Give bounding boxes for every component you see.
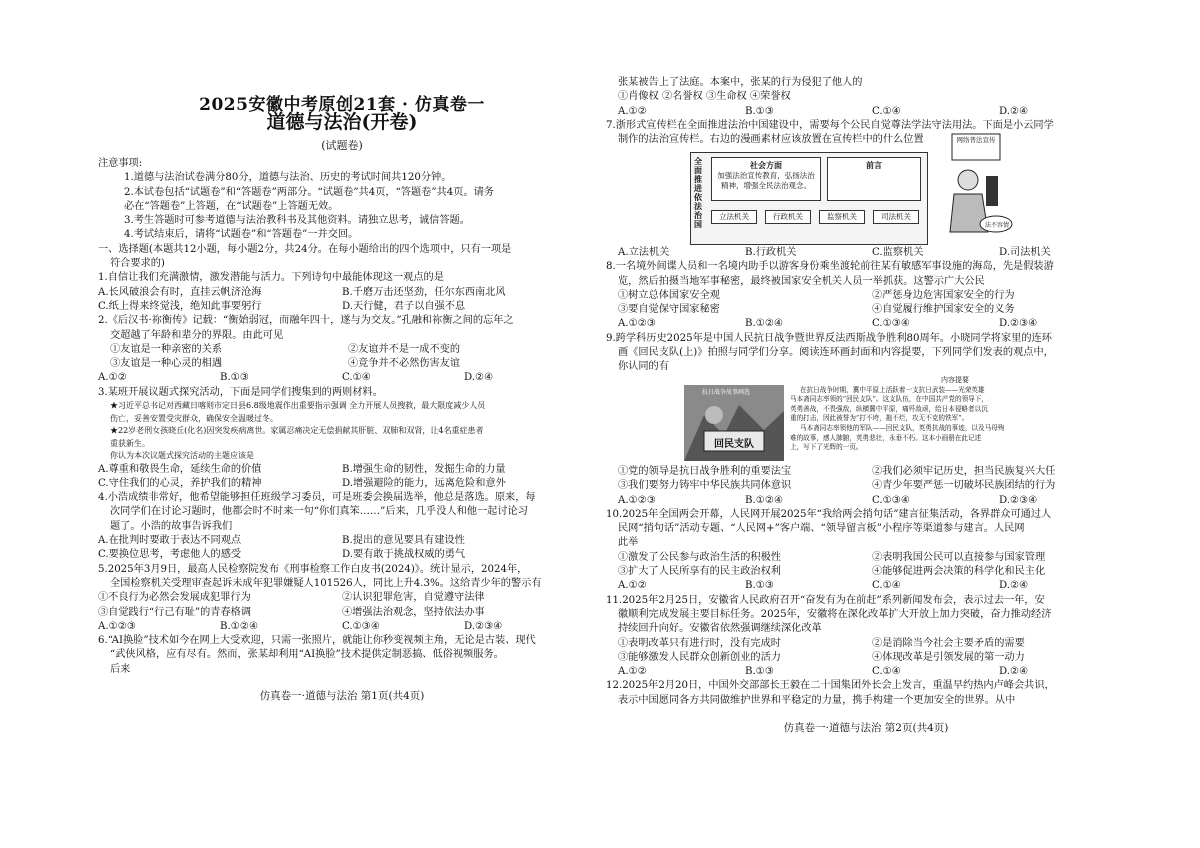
option: C.①④ [872, 666, 901, 678]
option: C.①④ [872, 105, 901, 117]
option: D.司法机关 [999, 247, 1051, 258]
option: B.①③ [745, 580, 774, 592]
left-body [98, 157, 586, 677]
option: B.提出的意见要具有建设性 [342, 535, 465, 547]
paper-type: (试题卷) [321, 139, 363, 152]
notice-item: 2.本试卷包括“试题卷”和“答题卷”两部分。“试题卷”共4页，“答题卷”共4页。请务 [124, 186, 494, 198]
q3-options [98, 477, 586, 491]
box-judicial: 司法机关 [873, 210, 919, 224]
question-6-cont: 张某被告上了法庭。本案中，张某的行为侵犯了他人的 [618, 77, 863, 88]
option: A.①② [98, 372, 127, 384]
q9-items [606, 479, 1126, 493]
item: ①不良行为必然会发展成犯罪行为 [98, 592, 251, 604]
question-9: 9.跨学科历史2025年是中国人民抗日战争暨世界反法西斯战争胜利80周年。小晓同学将家里的连环 [606, 332, 1052, 344]
q8-items [606, 303, 1126, 317]
question-3-prompt: 你认为本次议题式探究活动的主题应该是 [110, 451, 254, 461]
option: A.长风破浪会有时，直挂云帆济沧海 [98, 286, 262, 298]
box-administrative: 行政机关 [765, 210, 811, 224]
option: D.增强避险的能力，远离危险和意外 [342, 477, 506, 489]
comic-banner: 抗日战争故事画选 [702, 389, 751, 396]
question-2-cont: 交超越了年龄和辈分的界限。由此可见 [110, 329, 284, 341]
q1-options [98, 286, 586, 300]
question-12: 12.2025年2月20日，中国外交部部长王毅在二十国集团外长会上发言，重温早约热内卢峰会共识， [606, 680, 1055, 692]
right-page [606, 0, 1126, 848]
comic-cover-title: 回民支队 [714, 439, 754, 450]
option: D.②④ [464, 372, 494, 384]
option: A.①② [618, 105, 647, 117]
q5-items [98, 591, 586, 605]
option: A.①②③ [618, 318, 656, 330]
option: C.要换位思考，考虑他人的感受 [98, 549, 242, 561]
item: ③能够激发人民群众创新创业的活力 [618, 651, 781, 663]
summary-line: 马本斋同志率领他的军队——回民支队，英勇抗战的事迹，以及马母殉 [800, 423, 1005, 432]
question-6-cont: 后来 [110, 663, 131, 675]
option: C.纸上得来终觉浅，绝知此事要躬行 [98, 300, 262, 312]
material: ★习近平总书记对西藏日喀则市定日县6.8级地震作出重要指示强调 全力开展人员搜救，最大限度减少人员 [110, 401, 486, 411]
option: D.②④ [999, 105, 1029, 117]
box-legislative: 立法机关 [711, 210, 757, 224]
option: D.②③④ [464, 620, 503, 632]
question-10-cont: 民网“捎句话”活动专题、“人民网+”客户端、“领导留言板”小程序等渠道参与建言。人民网 [618, 523, 1025, 535]
comic-summary [790, 376, 1120, 453]
option: D.②④ [999, 580, 1029, 592]
cartoon-sign: 法不容情 [984, 222, 1009, 229]
notice-item: 必在“答题卷”上答题，在“试题卷”上答题无效。 [124, 200, 339, 212]
question-1: 1.自信让我们充满激情，激发潜能与活力。下列诗句中最能体现这一观点的是 [98, 272, 444, 284]
q8-items [606, 289, 1126, 303]
question-11-cont: 徽顺利完成发展主要目标任务。2025年，安徽将在深化改革扩大开放上加力突破，奋力推动经济 [618, 608, 1052, 620]
option: A.尊重和敬畏生命，延续生命的价值 [98, 463, 262, 475]
item: ③要自觉保守国家秘密 [618, 304, 720, 316]
option: A.①② [618, 666, 647, 678]
option: B.行政机关 [745, 247, 797, 258]
page-footer-right: 仿真卷一·道德与法治 第2页(共4页) [783, 722, 949, 734]
summary-line: 重的打击，因此被誉为“打不垮，拖不烂，攻无不克的铁军”。 [790, 414, 969, 423]
q6-items: ①肖像权 ②名誉权 ③生命权 ④荣誉权 [618, 91, 791, 103]
material: 重获新生。 [110, 438, 150, 448]
summary-line: 在抗日战争时期，冀中平原上活跃着一支抗日武装——光荣英雄 [800, 385, 985, 394]
q5-items [98, 606, 586, 620]
option: D.②③④ [999, 318, 1038, 330]
cartoon-illustration [938, 132, 1018, 244]
question-7: 7.浙形式宣传栏在全面推进法治中国建设中，需要每个公民自觉尊法学法守法用法。下面是小云同学 [606, 119, 1054, 131]
item: ②我们必须牢记历史，担当民族复兴大任 [872, 466, 1056, 477]
item: ③友谊是一种心灵的相遇 [110, 358, 223, 370]
option: B.增强生命的韧性，发掘生命的力量 [342, 463, 506, 475]
option: B.①③ [745, 105, 774, 117]
question-9-cont: 你认同的有 [618, 361, 669, 373]
option: C.监察机关 [872, 247, 924, 258]
option: C.守住我们的心灵，养护我们的精神 [98, 477, 262, 489]
q11-options [606, 665, 1126, 679]
option: B.①②④ [745, 494, 784, 506]
q6-options [606, 105, 1126, 119]
right-body-mid [606, 246, 1126, 375]
item: ②是消除当今社会主要矛盾的需要 [872, 637, 1025, 649]
question-6: 6.“AI换脸”技术如今在网上大受欢迎，只需一张照片，就能让你秒变视频主角，无论是古装、现代 [98, 635, 536, 647]
option: C.①④ [342, 372, 371, 384]
option: D.②④ [999, 666, 1029, 678]
q1-options [98, 300, 586, 314]
question-12-cont: 表示中国愿同各方共同做维护世界和平稳定的力量，携手构建一个更加安全的世界。从中 [618, 694, 1016, 706]
q4-options [98, 548, 586, 562]
q8-options [606, 317, 1126, 331]
item: ②认识犯罪危害，自觉遵守法律 [342, 592, 485, 604]
item: ④自觉履行维护国家安全的义务 [872, 304, 1015, 316]
question-10-cont: 此举 [618, 537, 639, 549]
item: ④青少年要严惩一切破坏民族团结的行为 [872, 480, 1056, 492]
page-footer-left: 仿真卷一·道德与法治 第1页(共4页) [259, 690, 425, 702]
q10-items [606, 565, 1126, 579]
question-4-cont: 题了。小浩的故事告诉我们 [110, 520, 233, 532]
question-11: 11.2025年2月25日，安徽省人民政府召开“奋发有为在前赶”系列新闻发布会，表示过去一年，安 [606, 594, 1045, 606]
option: C.①③④ [872, 494, 911, 506]
board-side-label: 全面推进依法治国 [694, 156, 702, 229]
notice-item: 1.道德与法治试卷满分80分，道德与法治、历史的考试时间共120分钟。 [124, 172, 452, 184]
summary-line: 上，写下了光辉的一页。 [790, 443, 863, 452]
social-panel [711, 157, 821, 201]
item: ①树立总体国家安全观 [618, 289, 720, 301]
question-9-cont: 画《回民支队(上)》拍照与同学们分享。阅读连环画封面和内容提要，下列同学们发表的观点中， [618, 347, 1054, 359]
section-heading-cont: 符合要求的) [110, 258, 165, 270]
q2-options [98, 371, 586, 385]
q2-items [98, 343, 586, 357]
option: B.①②④ [745, 318, 784, 330]
box-supervisory: 监察机关 [819, 210, 865, 224]
item: ③扩大了人民所享有的民主政治权利 [618, 566, 781, 578]
q10-options [606, 579, 1126, 593]
preface-panel [827, 157, 921, 201]
option: C.①③④ [872, 318, 911, 330]
question-11-cont: 持续回升向好。安徽省依然强调继续深化改革 [618, 623, 822, 635]
option: B.①②④ [220, 620, 259, 632]
q5-options [98, 620, 586, 634]
option: A.①② [618, 580, 647, 592]
summary-line: 马本斋同志率领的“回民支队”。这支队伍，在中国共产党的领导下， [790, 395, 988, 404]
question-2: 2.《后汉书·祢衡传》记载：“衡始弱冠，而融年四十，遂与为交友。”孔融和祢衡之间的忘年之 [98, 315, 514, 327]
option: C.①③④ [342, 620, 381, 632]
social-panel-body: 加强法治宣传教育，弘扬法治精神，增强全民法治观念。 [717, 171, 815, 190]
option: A.立法机关 [618, 247, 670, 258]
summary-title: 内容提要 [941, 376, 969, 384]
q3-options [98, 463, 586, 477]
option: D.②③④ [999, 494, 1038, 506]
item: ④能够促进两会决策的科学化和民主化 [872, 566, 1046, 578]
item: ③我们要努力铸牢中华民族共同体意识 [618, 480, 792, 492]
material: ★22岁老刑女孩晓丘(化名)因突发疾病离世。家属忍痛决定无偿捐献其肝脏、双肺和双肾，让4名重症患者 [110, 426, 484, 436]
social-panel-title: 社会方面 [750, 160, 782, 170]
q7-options [606, 246, 1126, 260]
question-5: 5.2025年3月9日，最高人民检察院发布《刑事检察工作白皮书(2024)》。统计显示，2024年， [98, 563, 528, 575]
preface-title: 前言 [866, 160, 882, 170]
option: A.①②③ [618, 494, 656, 506]
item: ②严惩身边危害国家安全的行为 [872, 289, 1015, 301]
option: D.要有敢于挑战权威的勇气 [342, 549, 466, 561]
option: B.①③ [220, 372, 249, 384]
item: ①激发了公民参与政治生活的积极性 [618, 551, 781, 563]
right-body-bottom [606, 465, 1126, 708]
q11-items [606, 637, 1126, 651]
item: ①表明改革只有进行时，没有完成时 [618, 637, 781, 649]
option: B.千磨万击还坚劲，任尔东西南北风 [342, 286, 506, 298]
item: ④增强法治观念，坚持依法办事 [342, 606, 485, 618]
q9-options [606, 494, 1126, 508]
item: ④竞争并不必然伤害友谊 [348, 358, 461, 370]
item: ①党的领导是抗日战争胜利的重要法宝 [618, 466, 792, 477]
section-heading: 一、选择题(本题共12小题，每小题2分，共24分。在每小题给出的四个选项中，只有一项是 [98, 243, 512, 255]
option: A.①②③ [98, 620, 136, 632]
notice-heading: 注意事项: [98, 158, 143, 169]
right-body-top [606, 76, 1126, 147]
q10-items [606, 551, 1126, 565]
option: D.天行健，君子以自强不息 [342, 300, 466, 312]
question-10: 10.2025年全国两会开幕，人民网开展2025年“我给两会捎句话”建言征集活动，各界群众可通过人 [606, 508, 1052, 520]
question-8: 8.一名境外间谍人员和一名境内助手以游客身份乘坐渡轮前往某有敏感军事设施的海岛，先是假装游 [606, 261, 1054, 273]
left-page [98, 0, 586, 848]
q4-options [98, 534, 586, 548]
question-4: 4.小浩成绩非常好，他希望能够担任班级学习委员，可是班委会换届选举，他总是落选。原来，每 [98, 492, 536, 504]
comic-cover-image [684, 385, 784, 461]
subject-title: 道德与法治(开卷) [266, 111, 418, 133]
summary-line: 难的故事，感人肺腑，英勇悲壮，永垂不朽。这本小画册在此记述 [790, 433, 982, 442]
notice-item: 4.考试结束后，请将“试题卷”和“答题卷”一并交回。 [124, 229, 359, 241]
option: A.在批判时要敢于表达不同观点 [98, 535, 242, 547]
item: ③自觉践行“行己有耻”的青春格调 [98, 606, 252, 618]
item: ②友谊并不是一成不变的 [348, 343, 461, 355]
material: 伤亡，妥善安置受灾群众，确保安全温暖过冬。 [110, 413, 278, 423]
exam-title: 2025安徽中考原创21套 · 仿真卷一 [199, 95, 485, 115]
q11-items [606, 651, 1126, 665]
question-8-cont: 览，然后拍摄当地军事秘密，最终被国家安全机关人员一举抓获。这警示广大公民 [618, 275, 985, 287]
question-4-cont: 次同学们在讨论习题时，他都会时不时来一句“你们真笨……”后来，几乎没人和他一起讨论习 [110, 506, 528, 518]
notice-item: 3.考生答题时可参考道德与法治教科书及其他资料。请独立思考，诚信答题。 [124, 215, 470, 227]
option: C.①④ [872, 580, 901, 592]
summary-line: 英勇善战，不畏强敌，纵横冀中平原，痛歼敌顽，给日本侵略者以沉 [790, 404, 988, 413]
option: B.①③ [745, 666, 774, 678]
item: ①友谊是一种亲密的关系 [110, 343, 223, 355]
item: ④体现改革是引领发展的第一动力 [872, 651, 1025, 663]
cartoon-tag: 网络普法宣传 [956, 136, 996, 144]
question-3: 3.某班开展议题式探究活动，下面是同学们搜集到的两则材料。 [98, 386, 383, 398]
question-6-cont: “武侠风格，应有尽有。然而，张某却利用“AI换脸”技术提供定制恶搞、低俗视频服务。 [110, 649, 504, 661]
q9-items [606, 465, 1126, 479]
question-7-cont: 制作的法治宣传栏。右边的漫画素材应该放置在宣传栏中的什么位置 [618, 134, 924, 146]
item: ②表明我国公民可以直接参与国家管理 [872, 551, 1046, 563]
publicity-board-diagram [690, 152, 928, 245]
question-5-cont: 全国检察机关受理审查起诉未成年犯罪嫌疑人101526人，同比上升4.3%。这给青少年的警示有 [110, 577, 542, 589]
q2-items [98, 357, 586, 371]
